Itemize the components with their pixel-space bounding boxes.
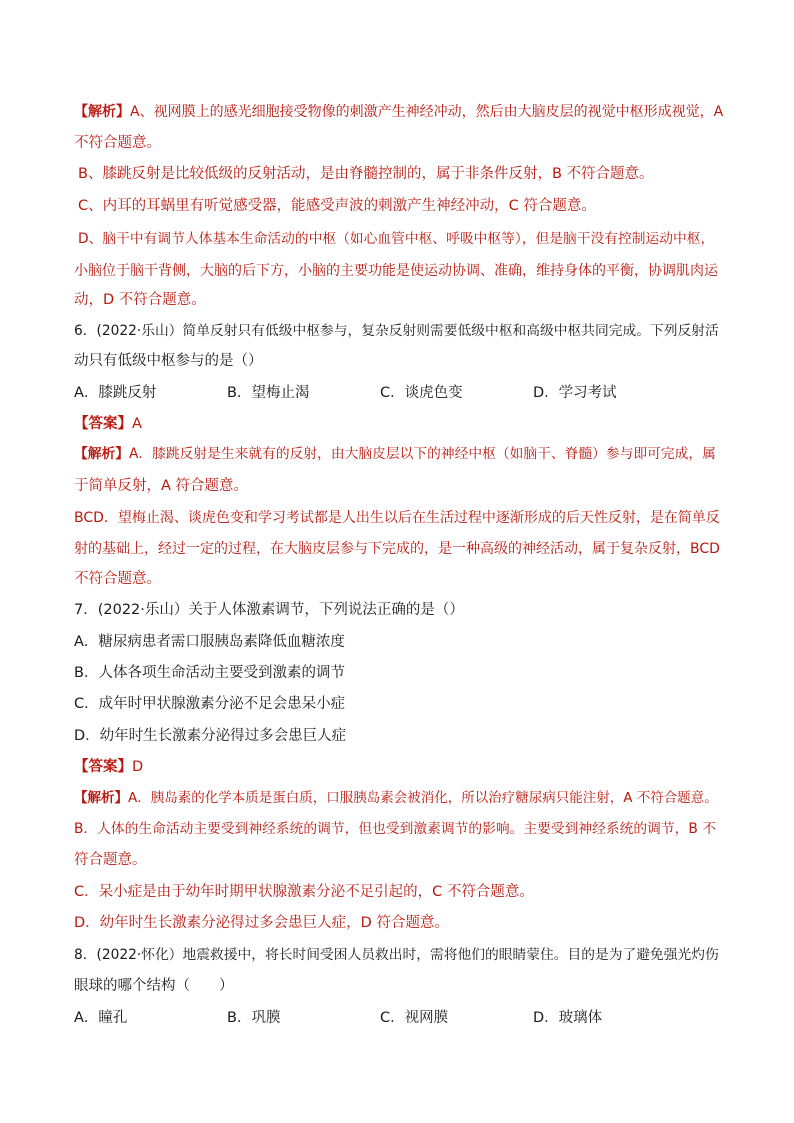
- answer-tag: 【答案】: [74, 759, 132, 775]
- analysis-line: D、脑干中有调节人体基本生命活动的中枢（如心血管中枢、呼吸中枢等），但是脑干没有控制运动中枢，: [78, 231, 715, 247]
- answer-line: [74, 757, 143, 777]
- analysis-line: C．呆小症是由于幼年时期甲状腺激素分泌不足引起的，C 不符合题意。: [74, 884, 534, 900]
- option-c: C．谈虎色变: [380, 385, 463, 401]
- question-8-stem: 8．(2022·怀化）地震救援中，将长时间受困人员救出时，需将他们的眼睛蒙住。目的是为了避免强光灼伤: [74, 947, 719, 963]
- analysis-text: A、视网膜上的感光细胞接受物像的刺激产生神经冲动，然后由大脑皮层的视觉中枢形成视觉，A: [130, 104, 724, 120]
- analysis-line: [74, 102, 723, 122]
- option-a: A．膝跳反射: [74, 385, 157, 401]
- analysis-line: BCD．望梅止渴、谈虎色变和学习考试都是人出生以后在生活过程中逐渐形成的后天性反射，是在简单反: [74, 510, 720, 526]
- option-d: D．玻璃体: [533, 1010, 603, 1026]
- analysis-line: B．人体的生命活动主要受到神经系统的调节，但也受到激素调节的影响。主要受到神经系统的调节，B 不: [74, 821, 716, 837]
- question-6-stem: 动只有低级中枢参与的是（）: [74, 353, 263, 369]
- option-b: B．巩膜: [227, 1010, 281, 1026]
- analysis-line: 动，D 不符合题意。: [74, 292, 206, 308]
- analysis-line: 于简单反射，A 符合题意。: [74, 478, 249, 494]
- option-c: C．成年时甲状腺激素分泌不足会患呆小症: [74, 696, 346, 712]
- analysis-tag: 【解析】: [74, 790, 128, 806]
- option-d: D．幼年时生长激素分泌得过多会患巨人症: [74, 728, 347, 744]
- question-7-stem: 7．(2022·乐山）关于人体激素调节，下列说法正确的是（）: [74, 602, 464, 618]
- option-c: C．视网膜: [380, 1010, 449, 1026]
- option-d: D．学习考试: [533, 385, 617, 401]
- option-b: B．望梅止渴: [227, 385, 310, 401]
- analysis-line: 射的基础上，经过一定的过程，在大脑皮层参与下完成的，是一种高级的神经活动，属于复杂反射，BCD: [74, 541, 720, 557]
- analysis-line: C、内耳的耳蜗里有听觉感受器，能感受声波的刺激产生神经冲动，C 符合题意。: [78, 198, 596, 214]
- question-8-stem: 眼球的哪个结构（ ）: [74, 978, 234, 994]
- question-6-stem: 6．(2022·乐山）简单反射只有低级中枢参与，复杂反射则需要低级中枢和高级中枢共同完成。下列反射活: [74, 323, 719, 339]
- analysis-tag: 【解析】: [74, 446, 130, 462]
- analysis-line: 不符合题意。: [74, 135, 161, 151]
- answer-tag: 【答案】: [74, 416, 132, 432]
- option-b: B．人体各项生命活动主要受到激素的调节: [74, 665, 345, 681]
- answer-value: D: [132, 759, 144, 775]
- answer-line: [74, 414, 142, 434]
- option-a: A．糖尿病患者需口服胰岛素降低血糖浓度: [74, 634, 345, 650]
- analysis-line: D．幼年时生长激素分泌得过多会患巨人症，D 符合题意。: [74, 915, 449, 931]
- analysis-line: [74, 444, 716, 464]
- analysis-line: 小脑位于脑干背侧，大脑的后下方，小脑的主要功能是使运动协调、准确，维持身体的平衡，协调肌肉运: [74, 263, 718, 279]
- analysis-tag: 【解析】: [74, 104, 130, 120]
- analysis-line: 不符合题意。: [74, 571, 161, 587]
- analysis-line: 符合题意。: [74, 852, 147, 868]
- answer-value: A: [132, 416, 142, 432]
- analysis-line: B、膝跳反射是比较低级的反射活动，是由脊髓控制的，属于非条件反射，B 不符合题意。: [78, 166, 654, 182]
- analysis-text: A．膝跳反射是生来就有的反射，由大脑皮层以下的神经中枢（如脑干、脊髓）参与即可完成，属: [129, 446, 716, 462]
- analysis-text: A．胰岛素的化学本质是蛋白质，口服胰岛素会被消化，所以治疗糖尿病只能注射，A 不符合题意。: [128, 790, 718, 806]
- analysis-line: [74, 788, 718, 808]
- option-a: A．瞳孔: [74, 1010, 128, 1026]
